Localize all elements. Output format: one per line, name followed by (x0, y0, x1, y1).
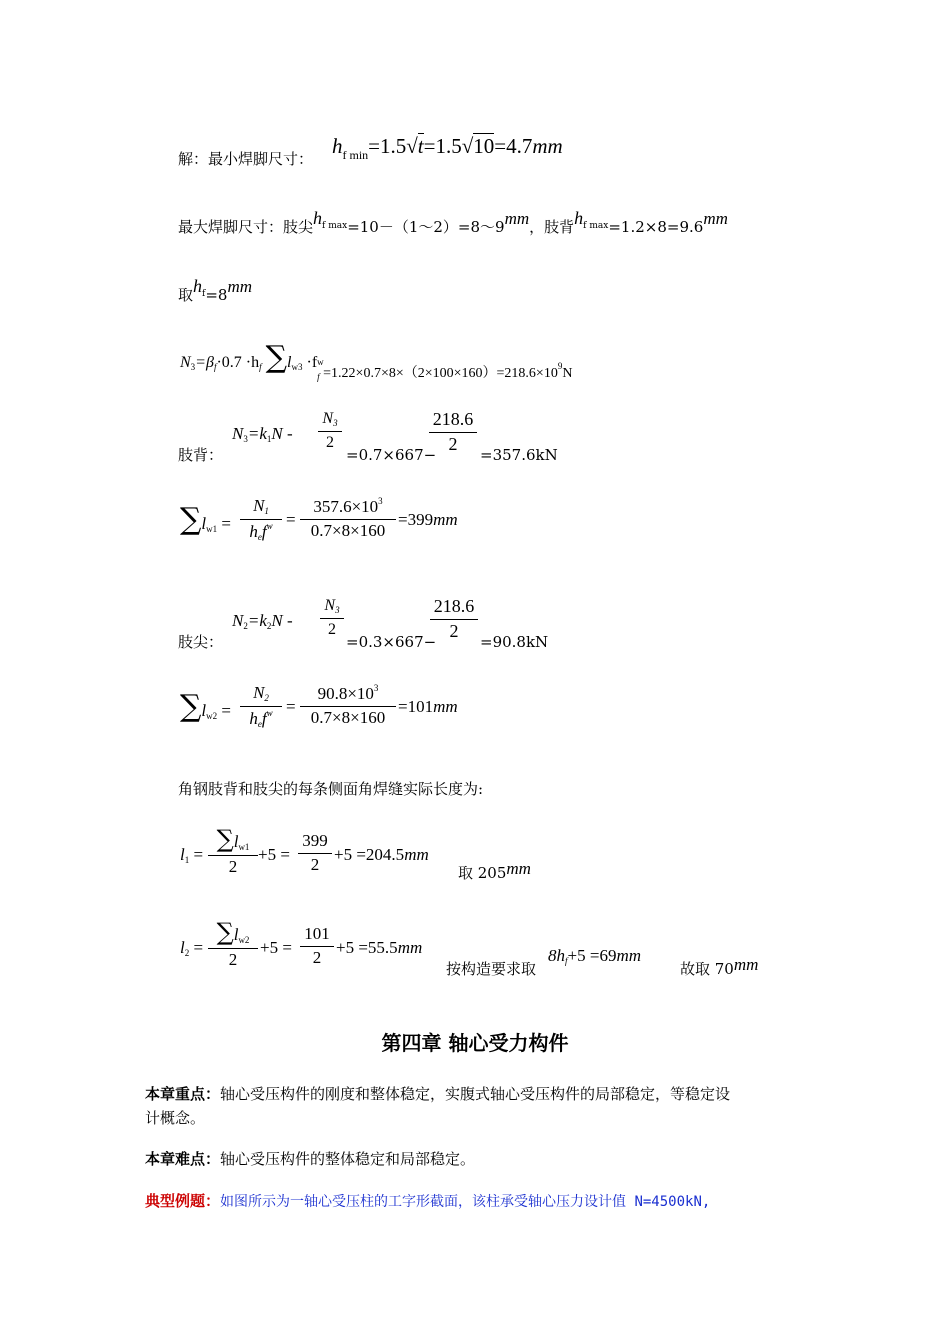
frac7-num: $N_3$ (324, 597, 340, 615)
sum-symbol-6: ∑ (180, 502, 202, 537)
unit-mm-take: mm (227, 277, 253, 296)
sum-lw1-over-2 (208, 826, 258, 877)
back-label-5: 肢背： (178, 446, 224, 464)
hf-take-subscript: f (202, 289, 206, 299)
hf-subscript: f min (342, 148, 369, 162)
frac10-bar (208, 855, 258, 856)
frac7-den: 2 (328, 620, 336, 638)
frac10b-den: 2 (310, 854, 320, 874)
l1-result-value: +5 =204.5 (334, 845, 405, 864)
lw1-lhs (180, 502, 231, 537)
n-minus: N - (271, 424, 293, 443)
frac6-bar (240, 519, 282, 520)
frac8-bar (240, 706, 282, 707)
l-subscript-6: w1 (206, 524, 218, 534)
take-hf-line (178, 276, 253, 304)
hf-symbol: h (332, 134, 343, 158)
l2-subscript: 2 (184, 948, 190, 958)
frac8b-den: 0.7×8×160 (310, 707, 386, 727)
n3-value: =1.22×0.7×8×（2×100×160）=218.6×10 (323, 366, 558, 381)
frac2-den: 2 (448, 433, 458, 454)
l2-eq: = (193, 938, 204, 957)
max-weld-size-line (178, 208, 728, 236)
l-subscript: w3 (291, 362, 303, 372)
unit-mm: mm (532, 134, 563, 158)
expr-unit: mm (616, 946, 642, 965)
frac10b-bar (298, 853, 332, 854)
frac7-bar (320, 618, 344, 619)
frac6b-num: $357.6\times 10^3$ (313, 496, 383, 516)
take-value: =8 (205, 286, 228, 304)
expr-8hf: 8h (548, 946, 565, 965)
min-weld-size-line (178, 148, 313, 169)
min-weld-label: 解：最小焊脚尺寸： (178, 150, 314, 168)
sum-symbol-8: ∑ (180, 689, 202, 724)
frac8-den: $h_ef^w$ (249, 707, 273, 729)
n1-over-hf-frac (240, 497, 282, 543)
eq-8: = (221, 701, 231, 720)
key-points (145, 1082, 730, 1130)
final-take (680, 955, 759, 979)
value-frac-6 (300, 497, 396, 540)
n2-equation-start (232, 611, 293, 631)
example (145, 1190, 710, 1211)
value-frac-8 (300, 684, 396, 727)
frac11-den: 2 (228, 949, 238, 969)
frac11-bar (208, 948, 258, 949)
example-text: 如图所示为一轴心受压柱的工字形截面，该柱承受轴心压力设计值 N=4500kN, (220, 1194, 711, 1210)
l1-symbol: l (180, 845, 185, 864)
frac10-num: $\sum l_{w1}$ (216, 825, 250, 853)
l-symbol: l (287, 354, 292, 371)
min-weld-formula (332, 134, 563, 163)
sum-symbol: ∑ (265, 340, 288, 375)
hf-symbol-take: h (193, 276, 203, 296)
result-6-value: =399 (398, 510, 434, 529)
sum-lw2-over-2 (208, 919, 258, 970)
n3-equation (180, 340, 573, 382)
t-symbol: t (417, 134, 424, 158)
result-5: =357.6kN (480, 446, 558, 464)
101-over-2 (300, 925, 334, 967)
coef-2: =1.5 (423, 134, 462, 158)
coef-1: =1.5 (368, 134, 407, 158)
eq2-8: = (286, 697, 296, 716)
key-points-label: 本章重点： (145, 1085, 221, 1103)
eq2-6: = (286, 510, 296, 529)
final-value: 故取 70 (680, 960, 734, 978)
sqrt-sign-2: √ (461, 134, 474, 158)
result-6 (398, 510, 458, 530)
difficulties (145, 1148, 475, 1169)
expr-tail: +5 =69 (567, 946, 617, 965)
max-weld-label: 最大焊脚尺寸：肢尖 (178, 218, 314, 236)
key-points-text2: 计概念。 (145, 1109, 206, 1127)
n2-symbol: N (232, 611, 244, 630)
l1-take-value: 取 205 (458, 864, 507, 882)
frac11b-bar (300, 946, 334, 947)
result-8 (398, 697, 458, 717)
frac6-num: $N_1$ (253, 496, 269, 516)
k1-symbol: =k (247, 424, 267, 443)
f-subscript: f (317, 372, 320, 382)
tip-value: =10－（1～2）=8～9 (347, 218, 505, 236)
n3-over-2-frac-7 (320, 597, 344, 638)
l1-result (334, 845, 429, 865)
chapter-title: 第四章 轴心受力构件 (381, 1031, 569, 1055)
l2-symbol: l (180, 938, 185, 957)
frac-num: $N_3$ (322, 410, 338, 428)
l-symbol-8: l (201, 701, 207, 720)
frac7b-bar (430, 619, 478, 620)
l1-eq: = (193, 845, 204, 864)
result-7: =90.8kN (480, 633, 549, 651)
frac11-num: $\sum l_{w2}$ (216, 918, 250, 946)
l1-lhs (180, 845, 203, 865)
back-value: =1.2×8=9.6 (608, 218, 704, 236)
tip-label-7: 肢尖： (178, 633, 224, 651)
l-subscript-8: w2 (206, 711, 218, 721)
l2-result-unit: mm (397, 938, 423, 957)
l2-result-value: +5 =55.5 (336, 938, 398, 957)
218-over-2-frac (429, 410, 477, 455)
unit-mm-tip: mm (504, 209, 530, 228)
actual-length-sentence: 角钢肢背和肢尖的每条侧面角焊缝实际长度为: (178, 780, 484, 798)
frac11b-den: 2 (312, 947, 322, 967)
back-label: ，肢背 (529, 218, 575, 236)
n1-symbol: N (232, 424, 244, 443)
construction-req: 按构造要求取 (446, 960, 537, 978)
frac7b-num: 218.6 (433, 596, 475, 616)
frac2-bar (429, 432, 477, 433)
frac8b-bar (300, 706, 396, 707)
l-symbol-6: l (201, 514, 207, 533)
frac6b-bar (300, 519, 396, 520)
frac2-num: 218.6 (432, 409, 474, 429)
n3-symbol: N (180, 354, 191, 371)
f-superscript: w (317, 357, 324, 367)
hf-symbol-back: h (574, 208, 584, 228)
result-8-unit: mm (433, 697, 458, 716)
399-over-2 (298, 832, 332, 874)
frac6b-den: 0.7×8×160 (310, 520, 386, 540)
result-6-unit: mm (433, 510, 458, 529)
n2-subscript: 2 (243, 621, 248, 631)
frac10b-num: 399 (302, 831, 328, 850)
n1-subscript: 3 (243, 434, 248, 444)
construction-expr (548, 946, 641, 966)
n-minus-7: N - (271, 611, 293, 630)
unit-mm-back: mm (703, 209, 728, 228)
frac-den: 2 (326, 433, 334, 451)
sqrt-arg: 10 (473, 134, 495, 158)
l1-plus: +5 = (258, 845, 290, 864)
l1-subscript: 1 (184, 855, 190, 865)
difficulties-text: 轴心受压构件的整体稳定和局部稳定。 (220, 1150, 476, 1168)
h-subscript: f (259, 362, 262, 372)
l1-take (458, 859, 531, 883)
218-over-2-frac-7 (430, 597, 478, 642)
l1-take-unit: mm (506, 859, 531, 878)
k1-subscript: 1 (266, 434, 272, 444)
l2-result (336, 938, 422, 958)
l2-lhs (180, 938, 203, 958)
min-result: =4.7 (494, 134, 533, 158)
eq-6: = (221, 514, 231, 533)
n1-equation-start (232, 424, 293, 444)
frac-bar (318, 431, 342, 432)
beta-symbol: =β (195, 354, 214, 371)
mid-value-5: =0.7×667− (346, 446, 437, 464)
frac10-den: 2 (228, 856, 238, 876)
expr-sub: f (565, 956, 568, 966)
key-points-text1: 轴心受压构件的刚度和整体稳定，实腹式轴心受压构件的局部稳定，等稳定设 (220, 1085, 731, 1103)
hf-symbol-tip: h (313, 208, 323, 228)
sqrt-sign-1: √ (406, 134, 418, 158)
hf-back-subscript: f max (583, 221, 609, 231)
f-symbol: ·f (306, 354, 318, 371)
hf-tip-subscript: f max (322, 221, 348, 231)
take-label: 取 (178, 286, 194, 304)
n3-subscript: 3 (190, 362, 196, 372)
difficulties-label: 本章难点： (145, 1150, 221, 1168)
frac8b-num: $90.8\times 10^3$ (317, 683, 379, 703)
k2-symbol: =k (247, 611, 267, 630)
k2-subscript: 2 (266, 621, 272, 631)
frac7b-den: 2 (449, 620, 459, 641)
n3-over-2-frac (318, 410, 342, 451)
final-unit: mm (733, 955, 759, 974)
frac6-den: $h_ef^w$ (249, 520, 273, 542)
n3-exponent: 9 (557, 361, 563, 371)
beta-subscript: f (213, 362, 217, 372)
lw2-lhs (180, 689, 231, 724)
result-8-value: =101 (398, 697, 434, 716)
n3-unit: N (562, 366, 573, 381)
mid-value-7: =0.3×667− (346, 633, 437, 651)
l1-result-unit: mm (404, 845, 429, 864)
frac8-num: $N_2$ (253, 683, 269, 703)
n2-over-hf-frac (240, 684, 282, 730)
coef-07: ·0.7 ·h (216, 354, 260, 371)
frac11b-num: 101 (304, 924, 330, 943)
l2-plus: +5 = (260, 938, 292, 957)
example-label: 典型例题： (145, 1192, 221, 1210)
